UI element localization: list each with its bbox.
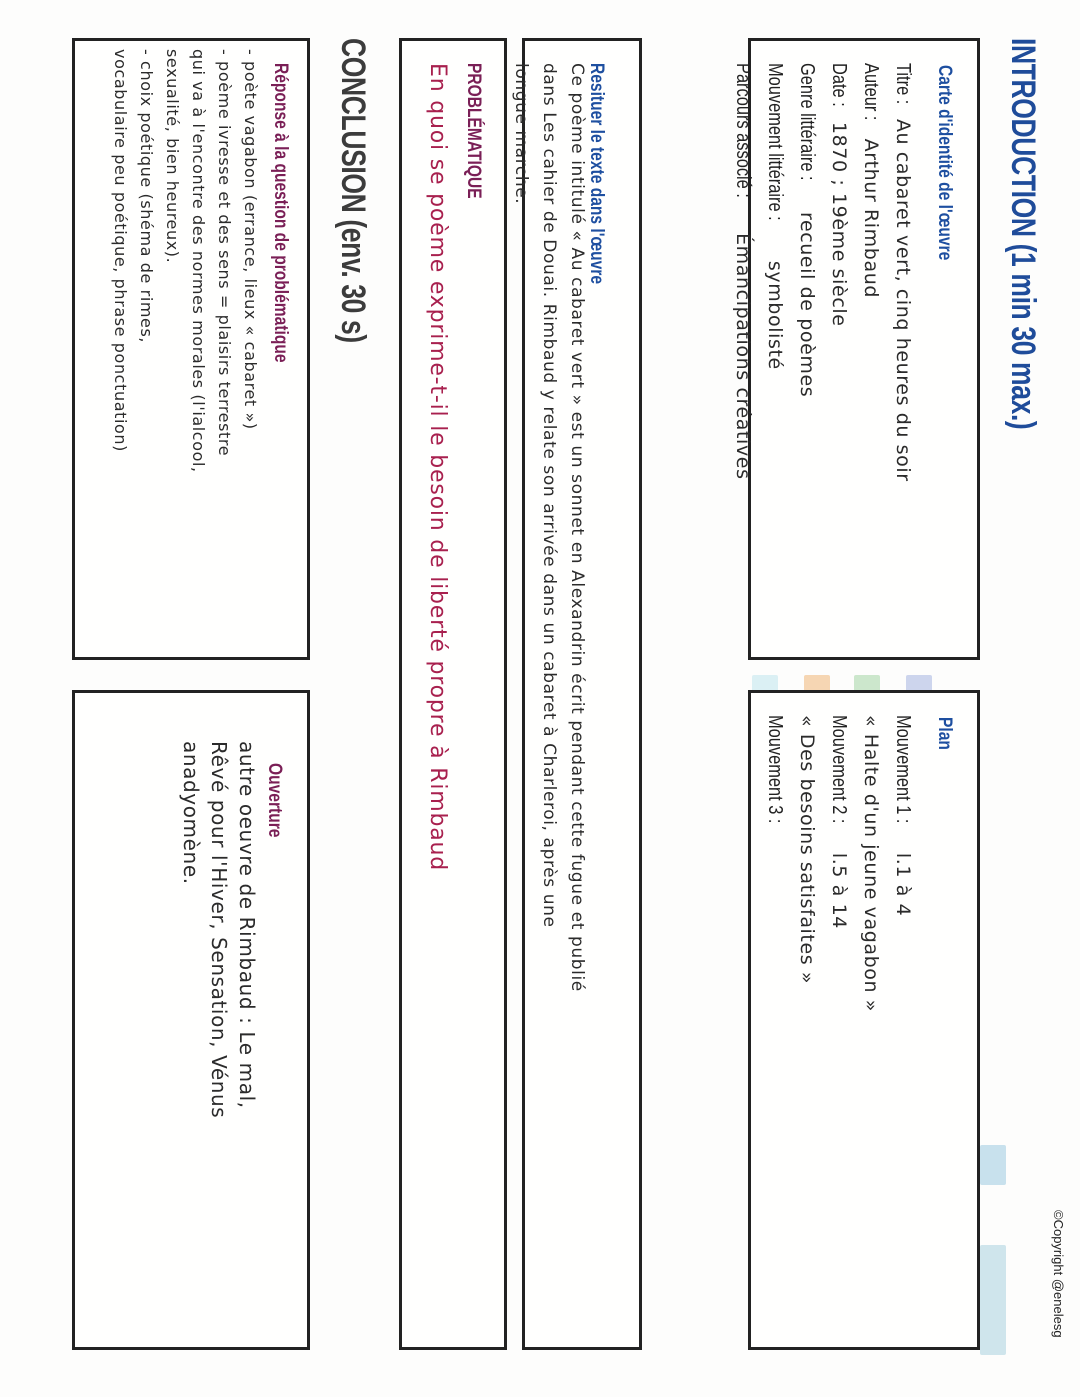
carte-row: Auteur : Arthur Rimbaud xyxy=(860,63,882,298)
blue-sticky-tab xyxy=(980,1145,1006,1185)
plan-row: « Des besoins satisfaites » xyxy=(796,715,818,985)
plan-list xyxy=(759,715,919,1012)
plan-row: Mouvement 1 : l.1 à 4 xyxy=(892,715,914,917)
introduction-heading: INTRODUCTION (1 min 30 max.) xyxy=(1004,38,1042,430)
resituer-text: Ce poème intitulé « Au cabaret vert » est un sonnet en Alexandrin écrit pendant cette fugue et publié dans Les cahier de Douai. Rimbaud y relate son arrivée dans un cabaret à Charleroi, après une longue marche. xyxy=(511,63,587,992)
ouverture-box xyxy=(72,690,310,1350)
reponse-title: Réponse à la question de problématique xyxy=(270,63,291,363)
carte-identite-title: Carte d'identité de l'œuvre xyxy=(934,65,955,261)
problematique-title: PROBLÉMATIQUE xyxy=(463,63,484,199)
ouverture-title: Ouverture xyxy=(264,763,285,838)
resituer-box xyxy=(511,38,642,1350)
plan-row: Mouvement 3 : xyxy=(764,715,786,824)
carte-identite-list xyxy=(727,63,919,482)
copyright-notice: ©Copyright @enelesg xyxy=(1051,1210,1066,1338)
carte-row: Titre : Au cabaret vert, cinq heures du soir xyxy=(892,63,914,482)
plan-box xyxy=(748,690,980,1350)
plan-row: « Halte d'un jeune vagabon » xyxy=(860,715,882,1013)
carte-row: Date : 1870 ; 19ème siècle xyxy=(828,63,850,327)
carte-row: Genre littéraire : recueil de poèmes xyxy=(796,63,818,398)
ouverture-text: autre oeuvre de Rimbaud : Le mal, Rêvé pour l'Hiver, Sensation, Vénus anadyomène. xyxy=(179,741,259,1119)
conclusion-heading: CONCLUSION (env. 30 s) xyxy=(334,38,372,343)
carte-identite-box xyxy=(732,38,980,660)
plan-row: Mouvement 2 : l.5 à 14 xyxy=(828,715,850,929)
light-blue-sticky-tab xyxy=(980,1245,1006,1355)
carte-row: Mouvement littéraire : symbolisté xyxy=(764,63,786,370)
plan-title: Plan xyxy=(934,717,955,750)
carte-row: Parcours associé : Émancipations créatives xyxy=(732,63,754,480)
problematique-text: En quoi se poème exprime-t-il le besoin de liberté propre à Rimbaud xyxy=(425,63,450,872)
reponse-box xyxy=(72,38,310,660)
resituer-title: Resituer le texte dans l'œuvre xyxy=(586,63,607,285)
problematique-box xyxy=(399,38,507,1350)
reponse-text: - poète vagabon (errance, lieux « cabaret ») - poème ivresse et des sens = plaisirs terrestre qui va à l'encontre des normes morales (l'ialcool, sexualité, bien heureux). - choix poétique (shéma de rimes, vocabulaire peu poétique, phrase ponctuation) xyxy=(111,49,260,473)
